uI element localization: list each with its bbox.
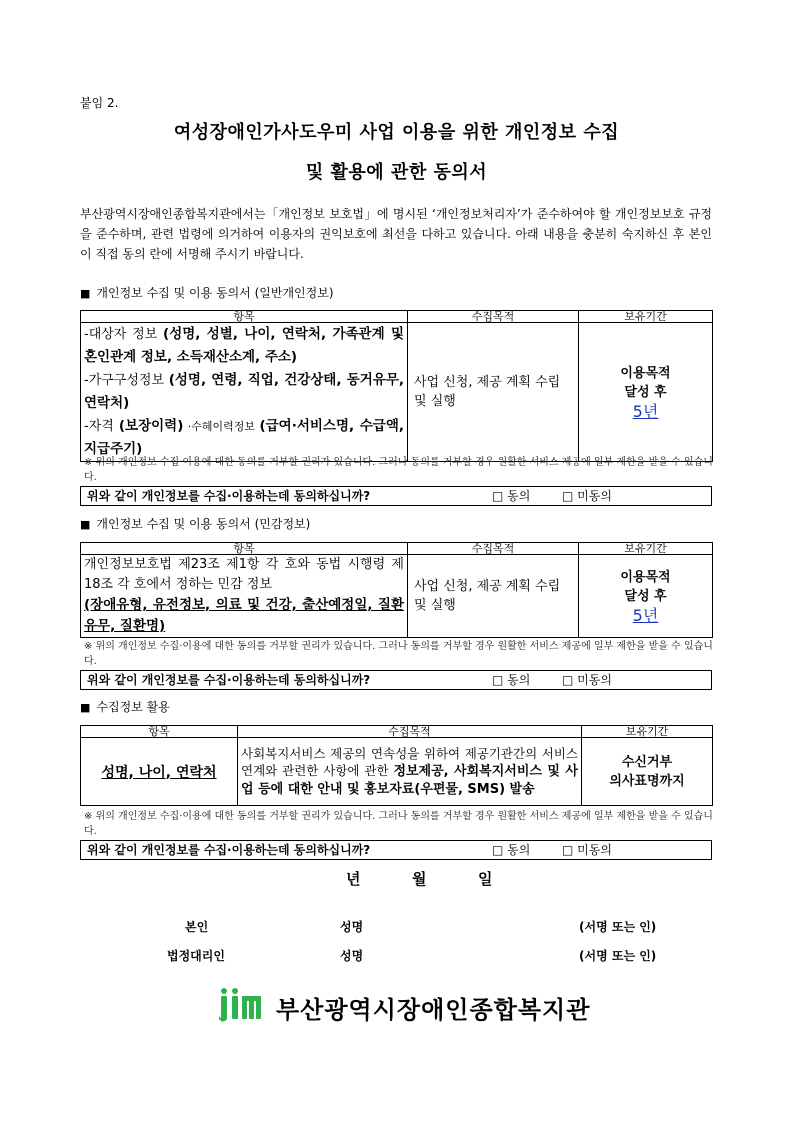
section3-note: ※ 위의 개인정보 수집·이용에 대한 동의를 거부할 권리가 있습니다. 그러나 동의를 거부할 경우 원활한 서비스 제공에 일부 제한을 받을 수 있습니다. [84,811,713,837]
section1-heading: ■ 개인정보 수집 및 이용 동의서 (일반개인정보) [80,286,334,300]
section1-retention: 이용목적 달성 후 5년 [579,323,713,462]
section1-purpose: 사업 신청, 제공 계획 수립 및 실행 [408,323,579,462]
section2-agree-checkbox[interactable]: □ 동의 [492,673,531,687]
consent-question: 위와 같이 개인정보를 수집·이용하는데 동의하십니까? [87,489,371,503]
date-year-field[interactable]: 년 [346,870,361,888]
legal-rep-label: 법정대리인 [167,949,225,963]
col-header-item: 항목 [81,311,408,323]
date-day-field[interactable]: 일 [478,870,493,888]
section1-table [80,310,713,462]
section1-consent-row [80,486,712,506]
col-header-purpose: 수집목적 [238,726,582,738]
col-header-retention: 보유기간 [579,311,713,323]
legal-rep-name-field[interactable]: 성명 [340,949,364,963]
col-header-retention: 보유기간 [579,543,713,555]
col-header-item: 항목 [81,726,238,738]
section3-items: 성명, 나이, 연락처 [81,738,238,806]
col-header-item: 항목 [81,543,408,555]
date-month-field[interactable]: 월 [412,870,427,888]
document-title-line1: 여성장애인가사도우미 사업 이용을 위한 개인정보 수집 [173,122,620,143]
section2-consent-row [80,670,712,690]
organization-name: 부산광역시장애인종합복지관 [276,996,591,1024]
section2-heading: ■ 개인정보 수집 및 이용 동의서 (민감정보) [80,517,311,531]
col-header-retention: 보유기간 [582,726,713,738]
legal-rep-signature-field[interactable]: (서명 또는 인) [579,949,657,963]
retention-years: 5년 [632,401,659,421]
section1-items: -대상자 정보 (성명, 성별, 나이, 연락처, 가족관계 및 혼인관계 정보, 소득재산소계, 주소) -가구구성정보 (성명, 연령, 직업, 건강상태, 동거유무, 연락처) -자격 (보장이력) ·수혜이력정보 (급여·서비스명, 수급액, 지급주기) [81,323,408,462]
section2-purpose: 사업 신청, 제공 계획 수립 및 실행 [408,555,579,638]
organization-logo-icon [218,986,268,1022]
section3-retention: 수신거부 의사표명까지 [582,738,713,806]
section2-note: ※ 위의 개인정보 수집·이용에 대한 동의를 거부할 권리가 있습니다. 그러나 동의를 거부할 경우 원활한 서비스 제공에 일부 제한을 받을 수 있습니다. [84,641,713,667]
section1-agree-checkbox[interactable]: □ 동의 [492,489,531,503]
col-header-purpose: 수집목적 [408,543,579,555]
self-name-field[interactable]: 성명 [340,920,364,934]
section3-disagree-checkbox[interactable]: □ 미동의 [562,843,612,857]
intro-paragraph: 부산광역시장애인종합복지관에서는「개인정보 보호법」에 명시된 ‘개인정보처리자’가 준수하여야 할 개인정보보호 규정을 준수하며, 관련 법령에 의거하여 이용자의 권익보호에 최선을 다하고 있습니다. 아래 내용을 충분히 숙지하신 후 본인이 직접 동의 란에 서명해 주시기 바랍니다. [80,207,712,261]
section2-table [80,542,713,638]
self-label: 본인 [185,920,209,934]
document-title-line2: 및 활용에 관한 동의서 [305,162,488,183]
section3-agree-checkbox[interactable]: □ 동의 [492,843,531,857]
section2-disagree-checkbox[interactable]: □ 미동의 [562,673,612,687]
square-bullet-icon: ■ [80,287,91,300]
section2-items: 개인정보보호법 제23조 제1항 각 호와 동법 시행령 제18조 각 호에서 정하는 민감 정보 (장애유형, 유전정보, 의료 및 건강, 출산예정일, 질환유무, 질환명) [81,555,408,638]
square-bullet-icon: ■ [80,518,91,531]
square-bullet-icon: ■ [80,701,91,714]
section1-disagree-checkbox[interactable]: □ 미동의 [562,489,612,503]
section3-heading: ■ 수집정보 활용 [80,700,170,714]
self-signature-field[interactable]: (서명 또는 인) [579,920,657,934]
section1-note: ※ 위의 개인정보 수집·이용에 대한 동의를 거부할 권리가 있습니다. 그러나 동의를 거부할 경우 원활한 서비스 제공에 일부 제한을 받을 수 있습니다. [84,457,713,483]
col-header-purpose: 수집목적 [408,311,579,323]
section3-purpose: 사회복지서비스 제공의 연속성을 위하여 제공기관간의 서비스 연계와 관련한 사항에 관한 정보제공, 사회복지서비스 및 사업 등에 대한 안내 및 홍보자료(우편물, SMS) 발송 [238,738,582,806]
retention-years: 5년 [632,605,659,625]
consent-question: 위와 같이 개인정보를 수집·이용하는데 동의하십니까? [87,843,371,857]
section3-consent-row [80,840,712,860]
consent-question: 위와 같이 개인정보를 수집·이용하는데 동의하십니까? [87,673,371,687]
attachment-label: 붙임 2. [80,96,119,110]
section2-retention: 이용목적 달성 후 5년 [579,555,713,638]
section3-table [80,725,713,806]
